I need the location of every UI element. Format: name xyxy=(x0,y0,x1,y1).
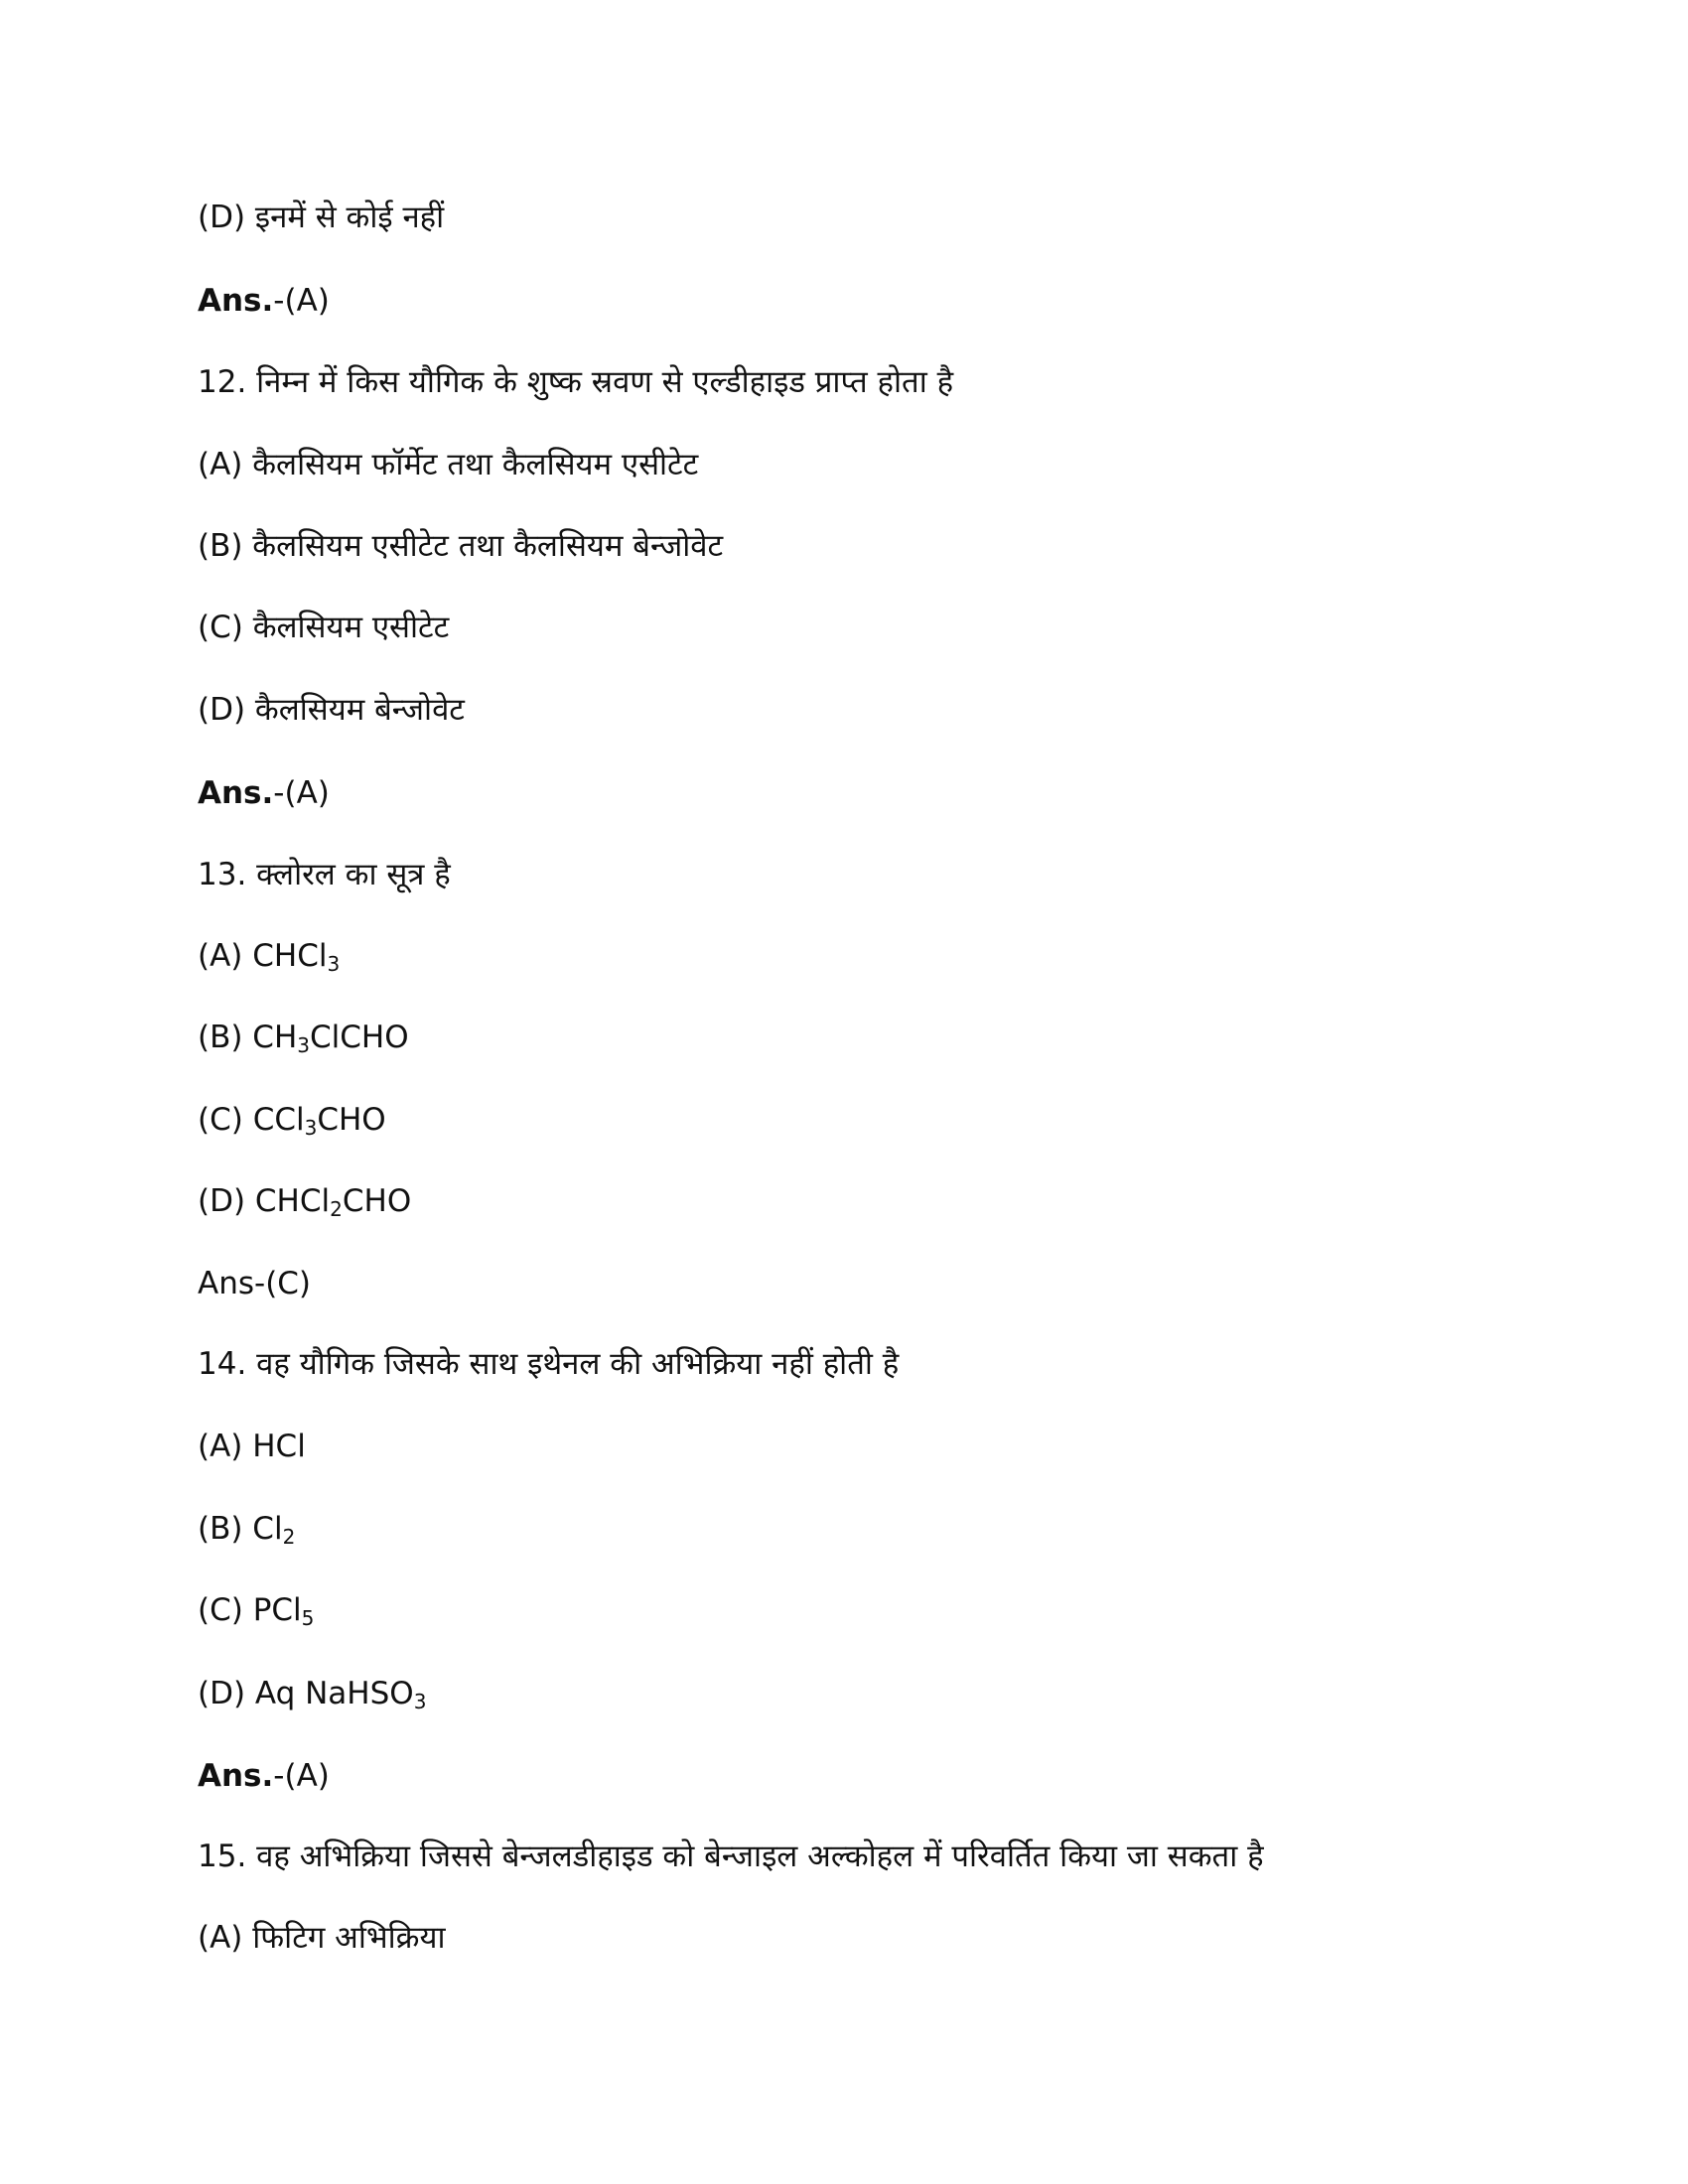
answer-text xyxy=(198,1754,330,1798)
text-segment: CHO xyxy=(317,1102,386,1138)
subscript: 3 xyxy=(297,1033,310,1057)
text-segment: (D) कैलसियम बेन्जोवेट xyxy=(198,692,465,728)
option-text xyxy=(198,606,449,649)
subscript: 3 xyxy=(327,952,341,976)
text-segment: (D) Aq NaHSO xyxy=(198,1676,414,1711)
text-segment: (B) CH xyxy=(198,1020,298,1055)
option-text xyxy=(198,1588,314,1632)
answer-label: Ans. xyxy=(198,283,274,319)
text-segment: 12. निम्न में किस यौगिक के शुष्क स्रवण से एल्डीहाइड प्राप्त होता है xyxy=(198,364,954,400)
option-text xyxy=(198,934,340,978)
option-text xyxy=(198,1507,295,1551)
text-segment: (C) PCl xyxy=(198,1592,302,1628)
text-segment: -(A) xyxy=(273,283,330,319)
text-segment: (B) Cl xyxy=(198,1511,283,1547)
subscript: 5 xyxy=(301,1606,315,1630)
text-segment: (C) कैलसियम एसीटेट xyxy=(198,610,450,645)
text-segment: -(A) xyxy=(273,775,330,811)
question-text xyxy=(198,1835,1264,1878)
text-segment: ClCHO xyxy=(310,1020,409,1055)
option-text xyxy=(198,688,465,732)
text-segment: (D) इनमें से कोई नहीं xyxy=(198,200,445,235)
text-segment: (C) CCl xyxy=(198,1102,305,1138)
option-text xyxy=(198,1098,386,1142)
answer-label: Ans. xyxy=(198,775,274,811)
text-segment: CHO xyxy=(342,1183,412,1219)
text-segment: (A) फिटिग अभिक्रिया xyxy=(198,1920,446,1956)
option-text xyxy=(198,1179,411,1223)
text-segment: 14. वह यौगिक जिसके साथ इथेनल की अभिक्रिया नहीं होती है xyxy=(198,1346,900,1382)
text-segment: -(A) xyxy=(273,1758,330,1794)
text-segment: (D) CHCl xyxy=(198,1183,331,1219)
subscript: 3 xyxy=(413,1690,427,1713)
answer-label: Ans. xyxy=(198,1758,274,1794)
answer-text xyxy=(198,279,330,323)
option-text xyxy=(198,1916,446,1960)
answer-text xyxy=(198,1262,311,1305)
option-text xyxy=(198,196,444,239)
text-segment: 15. वह अभिक्रिया जिससे बेन्जलडीहाइड को बेन्जाइल अल्कोहल में परिवर्तित किया जा सकता है xyxy=(198,1839,1264,1874)
option-text xyxy=(198,1425,306,1468)
subscript: 3 xyxy=(304,1116,318,1140)
option-text xyxy=(198,524,723,568)
question-text xyxy=(198,853,451,896)
text-segment: (A) HCl xyxy=(198,1429,306,1464)
option-text xyxy=(198,1672,426,1715)
text-segment: Ans-(C) xyxy=(198,1266,312,1301)
text-segment: (A) कैलसियम फॉर्मेट तथा कैलसियम एसीटेट xyxy=(198,447,699,482)
question-text xyxy=(198,1342,899,1386)
option-text xyxy=(198,1016,409,1059)
question-text xyxy=(198,360,953,404)
answer-text xyxy=(198,771,330,815)
option-text xyxy=(198,443,698,486)
subscript: 2 xyxy=(330,1197,343,1221)
text-segment: 13. क्लोरल का सूत्र है xyxy=(198,857,451,892)
subscript: 2 xyxy=(282,1525,296,1549)
text-segment: (A) CHCl xyxy=(198,938,328,974)
text-segment: (B) कैलसियम एसीटेट तथा कैलसियम बेन्जोवेट xyxy=(198,528,724,564)
